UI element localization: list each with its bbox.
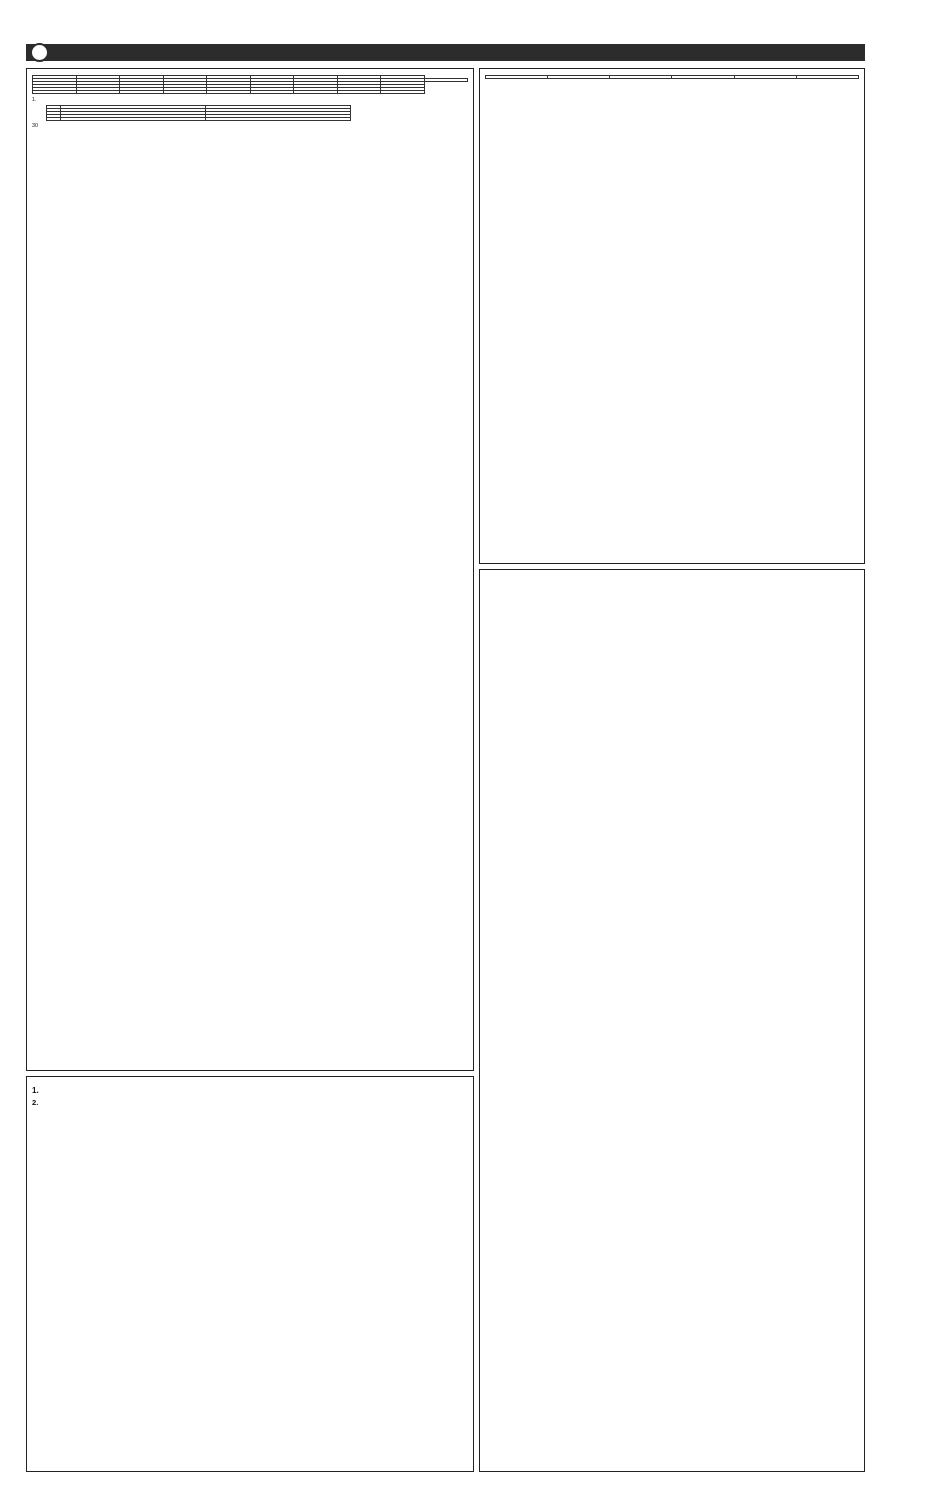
chadoora-tender-ad	[26, 68, 474, 1071]
srinagar-tender-ad	[479, 569, 865, 1472]
baramulla-footer	[32, 1110, 468, 1117]
page-header-bar	[26, 44, 865, 61]
chadoora-work-cell	[76, 91, 120, 94]
chadoora-para-1: 1.	[32, 97, 37, 103]
page-number	[30, 43, 49, 62]
chadoora-work-cell	[120, 91, 164, 94]
jalshakti-col-header-cell	[610, 76, 672, 79]
jalshakti-col-header-cell	[548, 76, 610, 79]
chadoora-col-number-cell	[424, 79, 468, 82]
chadoora-date-cell	[61, 118, 206, 121]
jalshakti-col-header-cell	[486, 76, 548, 79]
jalshakti-works-table	[485, 75, 859, 79]
jalshakti-tender-ad	[479, 68, 865, 564]
chadoora-work-cell	[33, 91, 77, 94]
chadoora-works-table	[32, 75, 468, 94]
chadoora-work-row	[33, 91, 468, 94]
chadoora-work-cell	[294, 91, 338, 94]
chadoora-para-30: 30	[32, 123, 38, 130]
jalshakti-col-header-cell	[734, 76, 796, 79]
chadoora-date-cell	[206, 118, 351, 121]
jalshakti-footer	[485, 82, 859, 89]
chadoora-work-cell	[337, 91, 381, 94]
chadoora-dates-table	[46, 105, 351, 121]
baramulla-para-2: 2.	[32, 1098, 39, 1108]
chadoora-work-cell	[250, 91, 294, 94]
jalshakti-col-header-cell	[796, 76, 858, 79]
baramulla-para-1: 1.	[32, 1086, 39, 1095]
baramulla-tender-ad	[26, 1076, 474, 1472]
chadoora-work-cell	[163, 91, 207, 94]
srinagar-footer	[485, 580, 859, 587]
chadoora-date-cell	[47, 118, 61, 121]
chadoora-footer	[32, 131, 468, 138]
chadoora-work-cell	[207, 91, 251, 94]
jalshakti-col-header-cell	[672, 76, 734, 79]
chadoora-work-cell	[381, 91, 425, 94]
chadoora-date-row	[47, 118, 351, 121]
